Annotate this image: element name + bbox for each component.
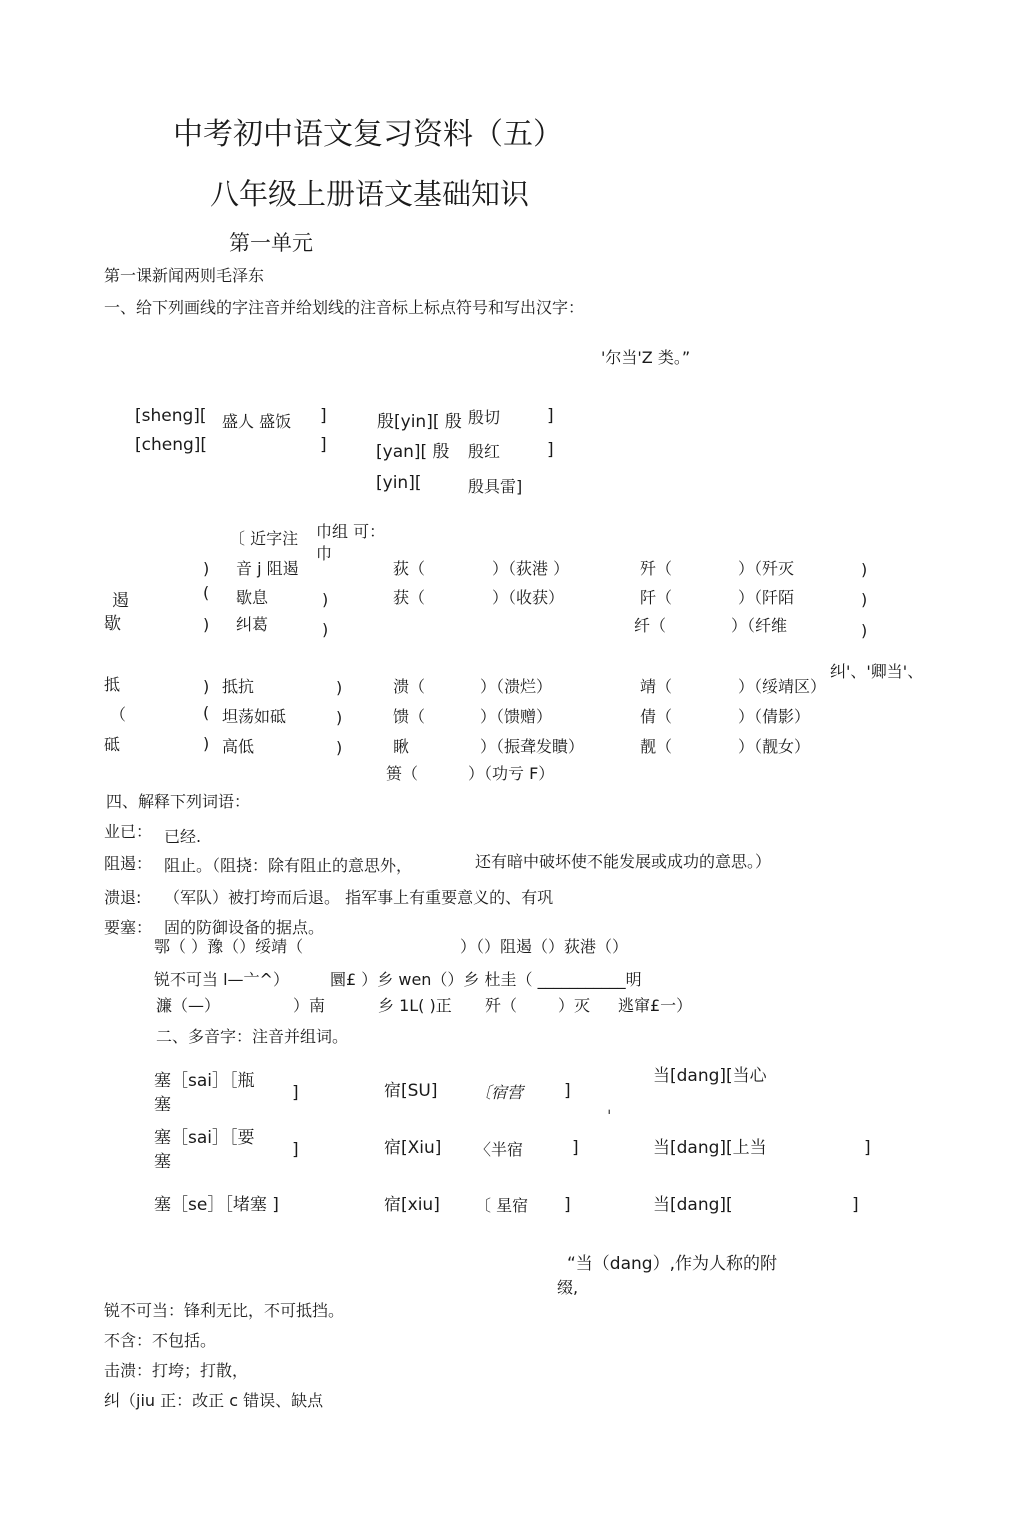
se: 塞［se］［堵塞 ] [154, 1195, 279, 1215]
fill-line-2b: 圜£ ）乡 wen（）乡 杜圭（ ___________明 [330, 970, 642, 989]
paren-3: ) [203, 615, 210, 634]
close-3: ) [336, 678, 343, 697]
row2-col2-char-1: 溃（ [393, 677, 426, 696]
row2-word-1: 抵抗 [222, 677, 255, 696]
col3-close-2: ) [861, 590, 868, 609]
fill-line-1b: ）（）阻遏（）荻港（） [460, 937, 629, 956]
col2-word-2: ）（收获） [492, 588, 565, 607]
paren-1: ) [203, 559, 210, 578]
fill-line-3f: 逃窜£一） [618, 996, 693, 1015]
side-note: 纠'、'卿当'、 [830, 662, 924, 681]
dang-2: 当[dang][上当 [653, 1138, 767, 1158]
close-2: ) [322, 620, 329, 639]
bottom-def-1: 锐不可当：锋利无比，不可抵挡。 [104, 1301, 345, 1320]
col3-char-2: 阡（ [640, 588, 673, 607]
su-word: 〔宿营 [475, 1083, 524, 1102]
unit-heading: 第一单元 [229, 231, 313, 255]
col3-char-3: 纤（ [634, 616, 667, 635]
xiu-1: 宿[Xiu] [384, 1138, 442, 1158]
lesson-title: 第一课新闻两则毛泽东 [104, 266, 265, 285]
def-term-1: 业已： [104, 822, 153, 841]
yin-row-1: 殷[yin][ 殷 [377, 412, 462, 432]
fill-line-1a: 鄂（ ）豫（）绥靖（ [154, 937, 304, 956]
col3-close-3: ) [861, 621, 868, 640]
yin-row-2-word: 殷红 [468, 442, 501, 461]
sai-2b: 塞 [154, 1152, 171, 1172]
left-char-xie: 歇 [104, 614, 121, 634]
row2-col2-word-2: ）（馈赠） [480, 707, 553, 726]
page-title: 中考初中语文复习资料（五） [173, 117, 563, 152]
yin-row-3-word: 殷具雷] [468, 477, 523, 496]
col2-word-1: ）（荻港 ） [492, 559, 570, 578]
fill-line-3b: ）南 [293, 996, 326, 1015]
def-term-3: 溃退: [104, 888, 142, 907]
def-text-3: （军队）被打垮而后退。 指军事上有重要意义的、有巩 [164, 888, 554, 907]
col3-close-1: ) [861, 560, 868, 579]
sai-2-end: ] [292, 1140, 299, 1160]
page-subtitle: 八年级上册语文基础知识 [210, 177, 530, 211]
row2-col3-word-3: ）（靓女） [738, 737, 811, 756]
col2-char-2: 获（ [393, 588, 426, 607]
question-1: 一、给下列画线的字注音并给划线的注音标上标点符号和写出汉字： [104, 298, 585, 317]
left-char-e: 遏 [112, 591, 129, 611]
row2-col2-word-4: ）（功亏 F） [468, 764, 555, 783]
dang-3: 当[dang][ [653, 1195, 733, 1215]
fill-line-2a: 锐不可当 l—亠^） [154, 970, 289, 989]
paren-2: ( [203, 583, 210, 602]
yin-row-3: [yin][ [376, 473, 422, 493]
row2-col3-char-3: 靓（ [640, 737, 673, 756]
xiu-2: 宿[xiu] [384, 1195, 440, 1215]
question-4: 四、解释下列词语： [106, 792, 251, 811]
yin-row-1-word: 殷切 [468, 408, 501, 427]
paren-6: ) [203, 734, 210, 753]
yin-row-2: [yan][ 殷 [376, 442, 450, 462]
sheng-row-1-end: ] [320, 406, 327, 426]
bottom-def-2: 不含：不包括。 [104, 1331, 217, 1350]
row2-col3-word-1: ）（绥靖区） [738, 677, 827, 696]
sai-1b: 塞 [154, 1095, 171, 1115]
def-term-2: 阻遏： [104, 854, 153, 873]
row2-col2-word-3: ）（振聋发瞶） [480, 737, 585, 756]
sheng-row-2: [cheng][ [135, 435, 208, 455]
su-end: ] [564, 1081, 571, 1101]
left-paren: （ [110, 705, 127, 724]
dang-2-end: ] [864, 1138, 871, 1158]
stray-text: '尔当'Z 类。” [601, 348, 691, 367]
fill-line-3c: 乡 1L( )正 [378, 996, 452, 1015]
bottom-def-3: 击溃：打垮；打散， [104, 1361, 249, 1380]
row2-col3-char-1: 靖（ [640, 677, 673, 696]
close-1: ) [322, 590, 329, 609]
def-text-2: 阻止。（阻挠：除有阻止的意思外， [164, 856, 413, 875]
yin-row-2-end: ] [547, 440, 554, 460]
near-chars-heading: 〔 近字注 [229, 529, 299, 548]
row2-word-2: 坦荡如砥 [222, 707, 287, 726]
close-4: ) [336, 708, 343, 727]
question-2: 二、多音字：注音并组词。 [156, 1027, 349, 1046]
dang-1: 当[dang][当心 [653, 1066, 767, 1086]
near-chars-heading-2: 巾组 可： [316, 522, 386, 541]
def-text-4: 固的防御设备的据点。 [164, 918, 325, 937]
bottom-def-4: 纠（jiu 正：改正 c 错误、缺点 [104, 1391, 324, 1410]
row2-col2-word-1: ）（溃烂） [480, 677, 553, 696]
yin-row-1-end: ] [547, 406, 554, 426]
def-text-1: 已经. [164, 827, 202, 846]
sheng-row-1-words: 盛人 盛饭 [222, 412, 292, 431]
near-word-3: 纠葛 [236, 615, 269, 634]
near-chars-heading-3: 巾 [316, 544, 333, 563]
xiu-2-end: ] [564, 1195, 571, 1215]
sai-1-end: ] [292, 1083, 299, 1103]
row2-word-3: 高低 [222, 737, 255, 756]
col3-char-1: 歼（ [640, 559, 673, 578]
def-text-2b: 还有暗中破坏使不能发展或成功的意思。） [475, 852, 772, 871]
sheng-row-2-end: ] [320, 435, 327, 455]
row2-col2-char-4: 篑（ [386, 764, 419, 783]
near-word-2: 歇息 [236, 588, 269, 607]
row2-col2-char-3: 瞅 [393, 737, 410, 756]
paren-4: ) [203, 677, 210, 696]
fill-line-3e: ）灭 [558, 996, 591, 1015]
sai-1: 塞［sai］［瓶 [154, 1071, 255, 1091]
dang-note-1: “当（dang）,作为人称的附 [567, 1254, 777, 1274]
col3-word-1: ）（歼灭 [738, 559, 795, 578]
col2-char-1: 荻（ [393, 559, 426, 578]
col3-word-2: ）（阡陌 [738, 588, 795, 607]
xiu-1-end: ] [572, 1138, 579, 1158]
paren-5: ( [203, 703, 210, 722]
dang-note-2: 缀, [557, 1278, 579, 1297]
sai-2: 塞［sai］［要 [154, 1128, 255, 1148]
xiu-2-word: 〔 星宿 [475, 1196, 529, 1215]
row2-col3-word-2: ）（倩影） [738, 707, 811, 726]
su: 宿[SU] [384, 1081, 438, 1101]
near-word-1: 音 j 阻遏 [236, 559, 299, 578]
fill-line-3a: 濂（—） [156, 996, 221, 1015]
xiu-1-word: 〈半宿 [475, 1140, 524, 1159]
sheng-row-1: [sheng][ [135, 406, 207, 426]
def-term-4: 要塞： [104, 918, 153, 937]
row2-col3-char-2: 倩（ [640, 707, 673, 726]
col3-word-3: ）（纤维 [731, 616, 788, 635]
fill-line-3d: 歼（ [485, 996, 518, 1015]
row2-col2-char-2: 馈（ [393, 707, 426, 726]
dang-3-end: ] [852, 1195, 859, 1215]
left-char-di2: 砥 [104, 735, 121, 754]
close-5: ) [336, 738, 343, 757]
dang-mark: ˈ [607, 1107, 612, 1126]
left-char-di: 抵 [104, 675, 121, 694]
